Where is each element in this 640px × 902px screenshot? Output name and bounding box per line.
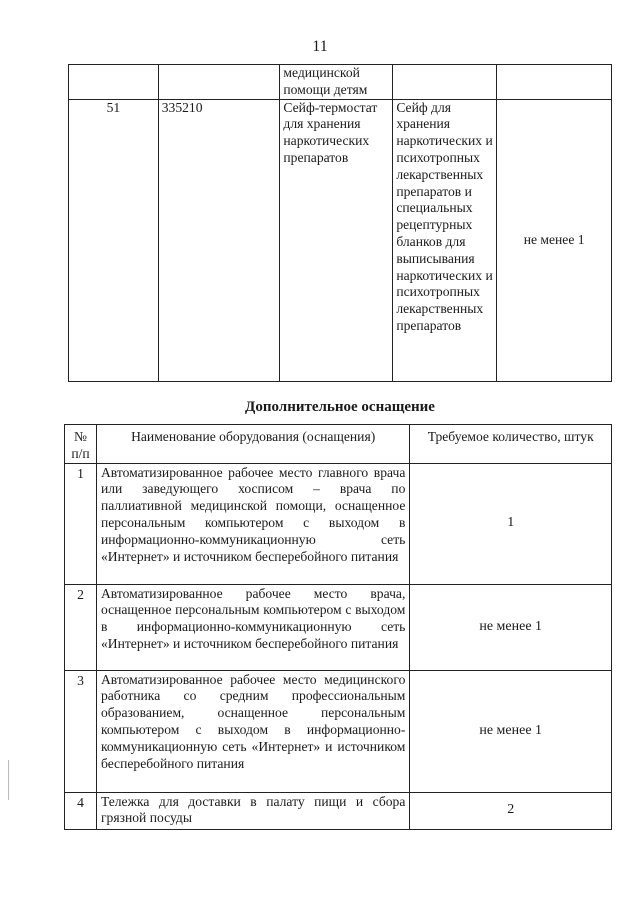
quantity-cell: [497, 65, 612, 100]
row-number-cell: [69, 65, 159, 100]
page-number: 11: [312, 38, 328, 55]
table-row: [65, 792, 612, 829]
quantity-cell: не менее 1: [410, 584, 612, 670]
code-cell: [158, 65, 280, 100]
description-cell: [393, 65, 497, 100]
scan-margin-mark: [8, 760, 9, 800]
name-cell: Автоматизированное рабочее место главного врача или заведующего хосписом – врача по паллиативной медицинской помощи, оснащенное персональным компьютером с выходом в информационно-коммуникационную сеть «Интернет» и источником бесперебойного питания: [96, 463, 409, 584]
table-row: [65, 584, 612, 670]
row-number-cell: 2: [65, 584, 97, 670]
header-name: Наименование оборудования (оснащения): [96, 425, 409, 464]
row-number-cell: 1: [65, 463, 97, 584]
name-cell: медицинской помощи детям: [280, 65, 393, 100]
quantity-cell: не менее 1: [410, 670, 612, 792]
additional-equipment-table: [64, 424, 612, 830]
quantity-cell: 2: [410, 792, 612, 829]
table-row: [69, 99, 612, 381]
table-row: [65, 670, 612, 792]
table-row: [69, 65, 612, 100]
quantity-cell: не менее 1: [497, 99, 612, 381]
quantity-cell: 1: [410, 463, 612, 584]
section-title: Дополнительное оснащение: [245, 399, 435, 415]
name-cell: Автоматизированное рабочее место медицинского работника со средним профессиональным образованием, оснащенное персональным компьютером с выходом в информационно-коммуникационную сеть «Интернет» и источником бесперебойного питания: [96, 670, 409, 792]
name-cell: Сейф-термостат для хранения наркотических препаратов: [280, 99, 393, 381]
name-cell: Тележка для доставки в палату пищи и сбора грязной посуды: [96, 792, 409, 829]
row-number-cell: 3: [65, 670, 97, 792]
equipment-table-continued: [68, 64, 612, 382]
row-number-cell: 51: [69, 99, 159, 381]
header-number: № п/п: [65, 425, 97, 464]
row-number-cell: 4: [65, 792, 97, 829]
code-cell: 335210: [158, 99, 280, 381]
table-header-row: [65, 425, 612, 464]
name-cell: Автоматизированное рабочее место врача, оснащенное персональным компьютером с выходом в информационно-коммуникационную сеть «Интернет» и источником бесперебойного питания: [96, 584, 409, 670]
table-row: [65, 463, 612, 584]
description-cell: Сейф для хранения наркотических и психотропных лекарственных препаратов и специальных рецептурных бланков для выписывания наркотических и психотропных лекарственных препаратов: [393, 99, 497, 381]
header-quantity: Требуемое количество, штук: [410, 425, 612, 464]
